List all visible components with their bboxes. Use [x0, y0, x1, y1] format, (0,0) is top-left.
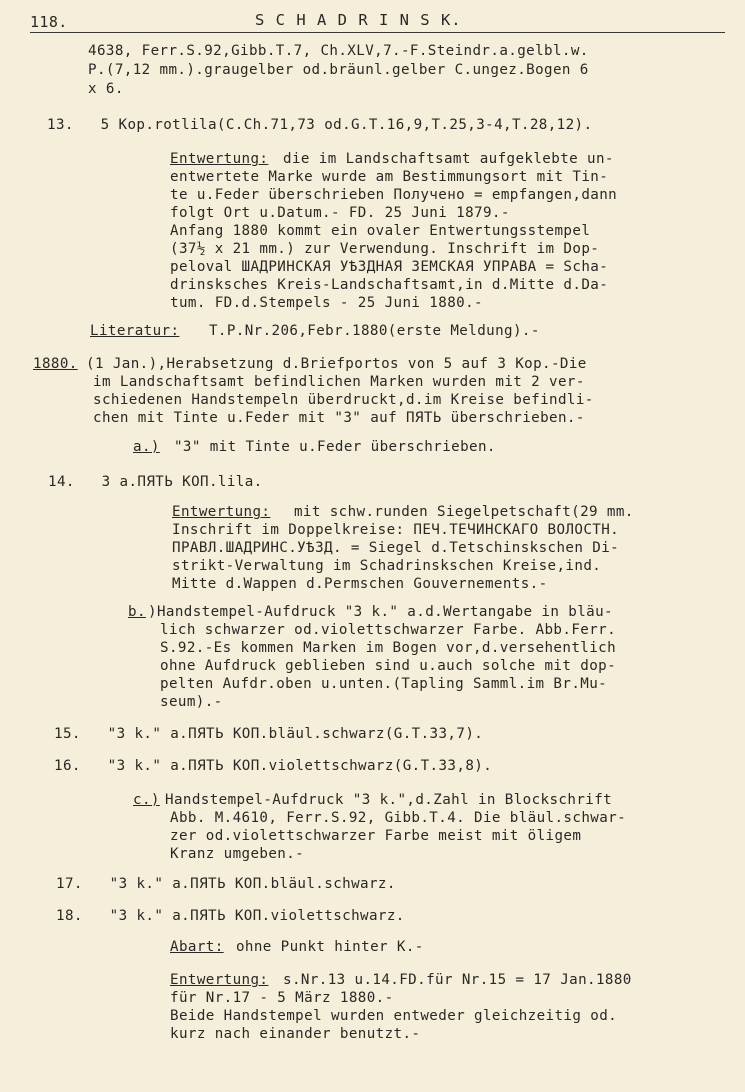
text-line: 4638, Ferr.S.92,Gibb.T.7, Ch.XLV,7.-F.Steindr.a.gelbl.w.: [88, 43, 589, 59]
text-line: drinsksches Kreis-Landschaftsamt,in d.Mitte d.Da-: [170, 277, 609, 293]
year-label: 1880.: [33, 356, 78, 372]
text-line: zer od.violettschwarzer Farbe meist mit öligem: [170, 828, 582, 844]
text-line: kurz nach einander benutzt.-: [170, 1026, 421, 1042]
subsection-label: a.): [133, 439, 160, 455]
text-line: s.Nr.13 u.14.FD.für Nr.15 = 17 Jan.1880: [283, 972, 632, 988]
text-line: ПРАВЛ.ШАДРИНС.УѢЗД. = Siegel d.Tetschinskschen Di-: [172, 540, 620, 556]
text-line: für Nr.17 - 5 März 1880.-: [170, 990, 394, 1006]
catalog-entry: 15. "3 k." a.ПЯТЬ КОП.bläul.schwarz(G.T.33,7).: [54, 726, 484, 742]
catalog-entry: 16. "3 k." a.ПЯТЬ КОП.violettschwarz(G.T.33,8).: [54, 758, 493, 774]
subsection-label: c.): [133, 792, 160, 808]
page-title: S C H A D R I N S K.: [255, 11, 462, 29]
text-line: ohne Aufdruck geblieben sind u.auch solche mit dop-: [160, 658, 617, 674]
text-line: "3" mit Tinte u.Feder überschrieben.: [165, 439, 496, 455]
section-label: Literatur:: [90, 323, 180, 339]
text-line: schiedenen Handstempeln überdruckt,d.im Kreise befindli-: [93, 392, 594, 408]
text-line: seum).-: [160, 694, 223, 710]
text-line: (37½ x 21 mm.) zur Verwendung. Inschrift im Dop-: [170, 241, 600, 257]
text-line: die im Landschaftsamt aufgeklebte un-: [283, 151, 614, 167]
text-line: Anfang 1880 kommt ein ovaler Entwertungsstempel: [170, 223, 591, 239]
text-line: pelten Aufdr.oben u.unten.(Tapling Samml.im Br.Mu-: [160, 676, 608, 692]
text-line: Beide Handstempel wurden entweder gleichzeitig od.: [170, 1008, 618, 1024]
subsection-label: b.: [128, 604, 146, 620]
text-line: Abb. M.4610, Ferr.S.92, Gibb.T.4. Die bläul.schwar-: [170, 810, 627, 826]
text-line: entwertete Marke wurde am Bestimmungsort mit Tin-: [170, 169, 609, 185]
text-line: mit schw.runden Siegelpetschaft(29 mm.: [285, 504, 634, 520]
catalog-entry: 18. "3 k." a.ПЯТЬ КОП.violettschwarz.: [56, 908, 405, 924]
text-line: Handstempel-Aufdruck "3 k.",d.Zahl in Blockschrift: [165, 792, 613, 808]
text-line: x 6.: [88, 81, 124, 97]
text-line: Mitte d.Wappen d.Permschen Gouvernements.-: [172, 576, 548, 592]
text-line: )Handstempel-Aufdruck "3 k." a.d.Wertangabe in bläu-: [148, 604, 613, 620]
text-line: ohne Punkt hinter K.-: [227, 939, 424, 955]
text-line: Kranz umgeben.-: [170, 846, 305, 862]
text-line: peloval ШАДРИНСКАЯ УѢЗДНАЯ ЗЕМСКАЯ УПРАВА = Scha-: [170, 259, 609, 275]
text-line: folgt Ort u.Datum.- FD. 25 Juni 1879.-: [170, 205, 510, 221]
text-line: (1 Jan.),Herabsetzung d.Briefportos von 5 auf 3 Kop.-Die: [86, 356, 587, 372]
catalog-entry: 14. 3 a.ПЯТЬ КОП.lila.: [48, 474, 263, 490]
text-line: im Landschaftsamt befindlichen Marken wurden mit 2 ver-: [93, 374, 585, 390]
text-line: T.P.Nr.206,Febr.1880(erste Meldung).-: [200, 323, 540, 339]
text-line: lich schwarzer od.violettschwarzer Farbe. Abb.Ferr.: [160, 622, 617, 638]
section-label: Entwertung:: [170, 972, 269, 988]
header-rule: [30, 32, 725, 33]
catalog-entry: 17. "3 k." a.ПЯТЬ КОП.bläul.schwarz.: [56, 876, 396, 892]
text-line: S.92.-Es kommen Marken im Bogen vor,d.versehentlich: [160, 640, 617, 656]
text-line: chen mit Tinte u.Feder mit "3" auf ПЯТЬ überschrieben.-: [93, 410, 585, 426]
text-line: strikt-Verwaltung im Schadrinskschen Kreise,ind.: [172, 558, 602, 574]
page-number: 118.: [30, 13, 68, 31]
text-line: P.(7,12 mm.).graugelber od.bräunl.gelber C.ungez.Bogen 6: [88, 62, 589, 78]
section-label: Entwertung:: [170, 151, 269, 167]
text-line: tum. FD.d.Stempels - 25 Juni 1880.-: [170, 295, 483, 311]
catalog-entry: 13. 5 Kop.rotlila(C.Ch.71,73 od.G.T.16,9,T.25,3-4,T.28,12).: [47, 117, 593, 133]
section-label: Abart:: [170, 939, 224, 955]
section-label: Entwertung:: [172, 504, 271, 520]
text-line: te u.Feder überschrieben Получено = empfangen,dann: [170, 187, 618, 203]
text-line: Inschrift im Doppelkreise: ПЕЧ.ТЕЧИНСКАГО ВОЛОСТН.: [172, 522, 620, 538]
